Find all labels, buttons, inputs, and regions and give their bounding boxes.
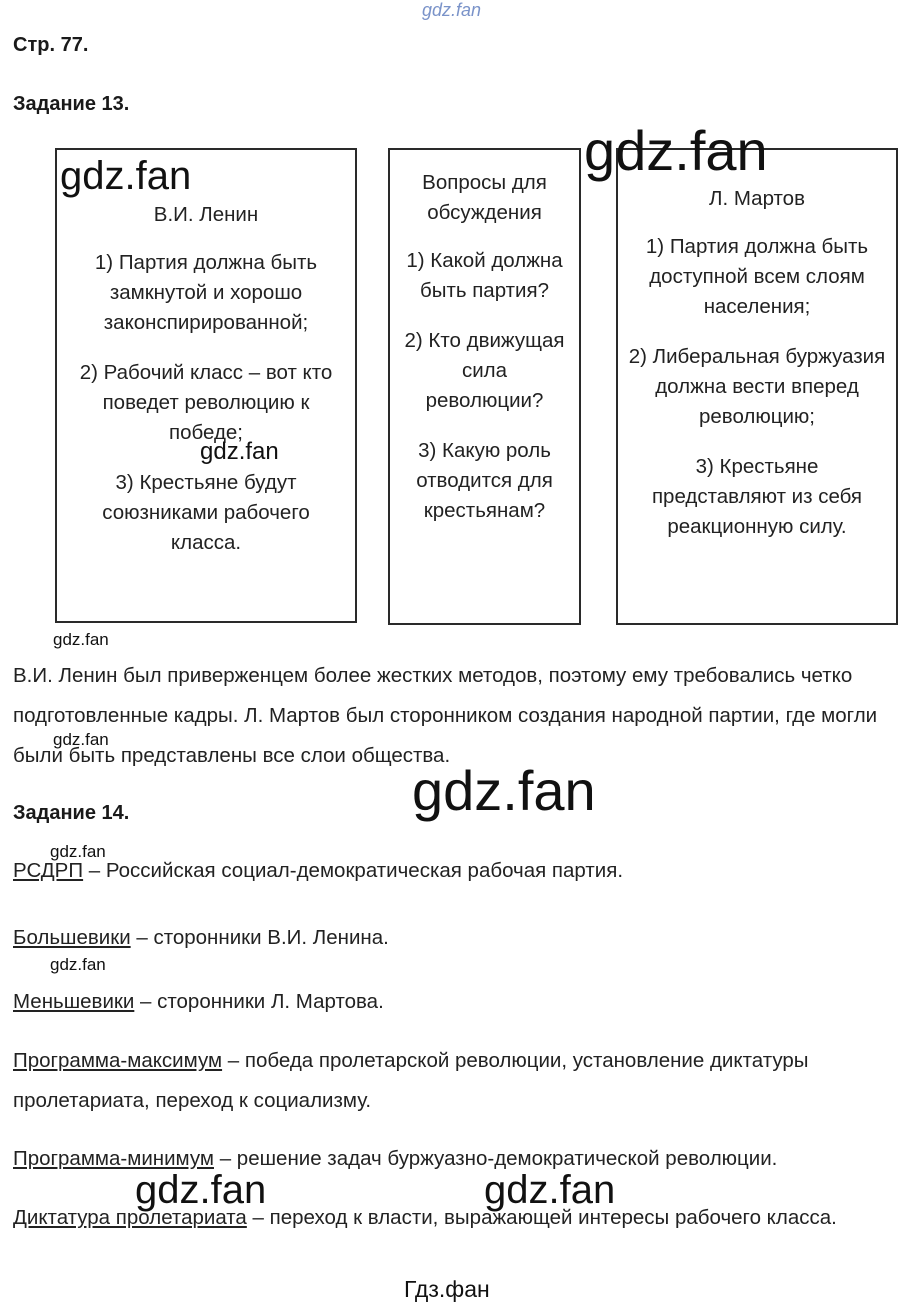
term-program-maximum: Программа-максимум (13, 1049, 223, 1072)
definition-text: – сторонники Л. Мартова. (134, 990, 384, 1013)
martov-box-title: Л. Мартов (709, 187, 805, 210)
question-1: 1) Какой должна быть партия? (406, 249, 563, 302)
question-3: 3) Какую роль отводится для крестьянам? (416, 439, 553, 522)
question-2: 2) Кто движущая сила революции? (404, 329, 565, 412)
watermark: gdz.fan (200, 438, 279, 465)
watermark: gdz.fan (412, 759, 596, 822)
questions-box-title: Вопросы для обсуждения (422, 171, 547, 224)
lenin-point-2: 2) Рабочий класс – вот кто поведет революцию к победе; (79, 361, 333, 444)
martov-point-1: 1) Партия должна быть доступной всем слоям населения; (645, 235, 869, 318)
task14-heading: Задание 14. (13, 802, 130, 824)
term-rsdrp: РСДРП (13, 859, 84, 882)
lenin-box-title: В.И. Ленин (153, 203, 259, 226)
watermark: gdz.fan (53, 730, 109, 749)
martov-point-2: 2) Либеральная буржуазия должна вести вперед революцию; (628, 345, 886, 428)
page-label: Стр. 77. (13, 34, 89, 56)
martov-point-3: 3) Крестьяне представляют из себя реакционную силу. (651, 455, 863, 538)
watermark: gdz.fan (60, 154, 192, 198)
definition-text: – решение задач буржуазно-демократической революции. (214, 1147, 778, 1170)
watermark: gdz.fan (53, 630, 109, 649)
task13-answer: В.И. Ленин был приверженцем более жестких методов, поэтому ему требовались четко подготовленные кадры. Л. Мартов был сторонником создания народной партии, где могли были быть представлены все слои общества. (13, 664, 878, 767)
definition-mensheviks (13, 982, 898, 1022)
term-program-minimum: Программа-минимум (13, 1147, 214, 1170)
lenin-point-1: 1) Партия должна быть замкнутой и хорошо законспирированной; (94, 251, 318, 334)
definition-text: – переход к власти, выражающей интересы рабочего класса. (246, 1206, 837, 1229)
lenin-point-3: 3) Крестьяне будут союзниками рабочего класса. (102, 471, 310, 554)
definition-text: – сторонники В.И. Ленина. (130, 926, 389, 949)
definition-text: – победа пролетарской революции, установление диктатуры пролетариата, переход к социализму. (13, 1049, 809, 1112)
term-dictatorship: Диктатура пролетариата (13, 1206, 247, 1229)
definition-bolsheviks (13, 918, 898, 958)
top-watermark: gdz.fan (422, 0, 482, 20)
watermark: gdz.fan (50, 842, 106, 861)
task13-heading: Задание 13. (13, 93, 130, 115)
watermark: gdz.fan (584, 119, 768, 182)
definition-rsdrp (13, 851, 898, 891)
martov-box (616, 148, 898, 625)
lenin-box (55, 148, 357, 623)
watermark: gdz.fan (484, 1168, 616, 1212)
watermark: gdz.fan (135, 1168, 267, 1212)
term-mensheviks: Меньшевики (13, 990, 135, 1013)
questions-box (388, 148, 581, 625)
term-bolsheviks: Большевики (13, 926, 131, 949)
definition-text: – Российская социал-демократическая рабочая партия. (83, 859, 624, 882)
watermark: gdz.fan (50, 955, 106, 974)
footer-watermark: Гдз.фан (404, 1276, 490, 1302)
definition-program-maximum (13, 1041, 813, 1121)
